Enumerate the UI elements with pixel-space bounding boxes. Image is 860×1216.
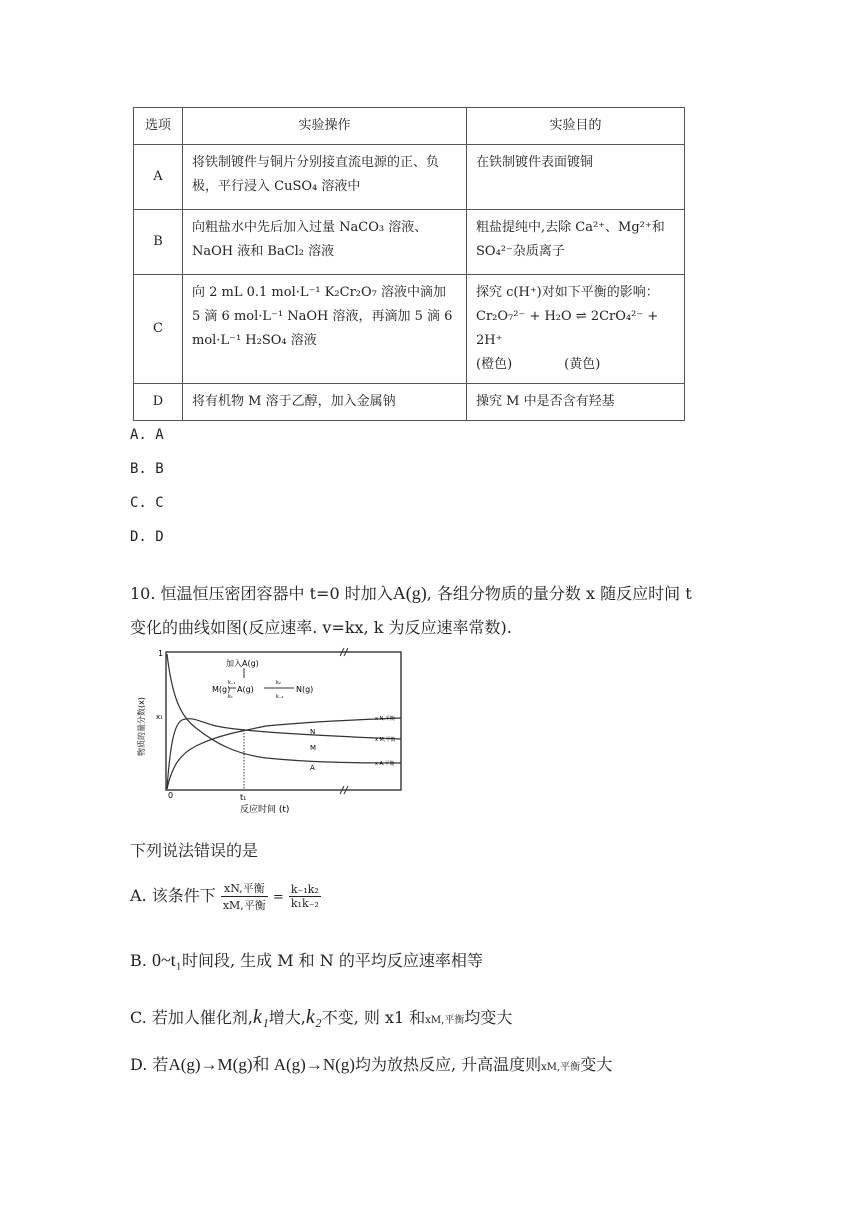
row-operation: 将有机物 M 溶于乙醇，加入金属钠 (183, 384, 467, 421)
option-c-text: 增大, (268, 1008, 306, 1027)
x-m-symbol: xM,平衡 (541, 1062, 581, 1073)
k-minus2: k₋₂ (276, 694, 284, 700)
annotation: 加入A(g) (226, 659, 259, 668)
origin-label: 0 (168, 791, 174, 800)
choice-a: A. A (130, 427, 164, 443)
y-top-label: 1 (158, 649, 164, 658)
stem-text: , 各组分物质的量分数 x 随反应时间 t (426, 584, 692, 603)
stem-species: A(g) (392, 583, 427, 603)
row-operation: 向粗盐水中先后加入过量 NaCO₃ 溶液、NaOH 液和 BaCl₂ 溶液 (183, 210, 467, 275)
x-m-eq-label: x M,平衡 (375, 737, 396, 743)
row-option: B (134, 210, 183, 275)
option-b-prefix: B. (130, 951, 152, 970)
option-a (130, 880, 321, 913)
curve-m-label: M (310, 744, 317, 752)
table-row (134, 145, 685, 210)
option-c-text: 不变, 则 x1 和 (321, 1008, 426, 1027)
x-axis-label: 反应时间 (t) (240, 805, 290, 815)
curve-m (167, 719, 401, 789)
table-header-row (134, 108, 685, 145)
k1: k₁ (228, 694, 233, 700)
option-a-prefix: A. 该条件下 (130, 886, 216, 905)
x1-label: x₁ (156, 713, 163, 721)
option-d-text: 均为放热反应, 升高温度则 (354, 1055, 542, 1074)
header-purpose: 实验目的 (467, 108, 685, 145)
choice-c: C. C (130, 495, 164, 511)
option-b-math: 0~t₁ (151, 950, 182, 970)
k2-symbol: k₂ (305, 1006, 322, 1028)
curve-n (167, 718, 401, 789)
x-n-eq-label: x N,平衡 (375, 716, 395, 722)
option-c-end: 均变大 (464, 1008, 513, 1027)
row-purpose: 操究 M 中是否含有羟基 (467, 384, 685, 421)
header-operation: 实验操作 (183, 108, 467, 145)
row-purpose: 在铁制镀件表面镀铜 (467, 145, 685, 210)
option-d-end: 变大 (580, 1055, 613, 1074)
option-c-prefix: C. 若加人催化剂, (130, 1008, 253, 1027)
option-b-text: 时间段, 生成 M 和 N 的平均反应速率相等 (181, 951, 483, 970)
x-a-eq-label: x A,平衡 (375, 761, 395, 767)
option-c (130, 1005, 512, 1029)
choice-b: B. B (130, 461, 164, 477)
scheme-a: A(g) (237, 685, 254, 694)
mole-fraction-graph (136, 646, 416, 816)
row-operation: 将铁制镀件与铜片分别接直流电源的正、负极，平行浸入 CuSO₄ 溶液中 (183, 145, 467, 210)
question-prompt: 下列说法错误的是 (130, 841, 259, 860)
k2: k₂ (276, 680, 281, 686)
curve-a-label: A (310, 764, 315, 772)
k1-symbol: k₁ (252, 1006, 269, 1028)
option-d-math: A(g)→M(g)和 A(g)→N(g) (168, 1055, 355, 1074)
table-row (134, 210, 685, 275)
fraction-left: $\frac{\text{xN,平衡}}{\text{xM,平衡}}$ (222, 882, 266, 912)
purpose-line: (橙色) (黄色) (476, 357, 601, 372)
x-m-symbol: xM,平衡 (425, 1015, 465, 1026)
choice-d: D. D (130, 529, 164, 545)
y-axis-label: 物质的量分数(x) (137, 697, 146, 756)
option-d (130, 1050, 612, 1075)
curve-a (167, 654, 401, 763)
row-purpose: 粗盐提纯中,去除 Ca²⁺、Mg²⁺和 SO₄²⁻杂质离子 (467, 210, 685, 275)
question-10-stem (130, 576, 730, 645)
row-option: C (134, 275, 183, 384)
row-option: D (134, 384, 183, 421)
scheme-m: M(g) (212, 685, 231, 694)
row-purpose (467, 275, 685, 384)
scheme-n: N(g) (296, 685, 314, 694)
table-row (134, 275, 685, 384)
table-row (134, 384, 685, 421)
purpose-equation: Cr₂O₇²⁻ + H₂O ⇌ 2CrO₄²⁻ + 2H⁺ (476, 309, 659, 348)
stem-line-1 (130, 576, 730, 611)
stem-text: 10. 恒温恒压密团容器中 t=0 时加入 (130, 584, 393, 603)
header-option: 选项 (134, 108, 183, 145)
t1-label: t₁ (240, 793, 247, 802)
option-b (130, 948, 483, 971)
purpose-line: 探究 c(H⁺)对如下平衡的影响： (476, 285, 659, 300)
k-minus1: k₋₁ (228, 680, 236, 686)
row-option: A (134, 145, 183, 210)
curve-n-label: N (310, 728, 316, 736)
row-operation: 向 2 mL 0.1 mol·L⁻¹ K₂Cr₂O₇ 溶液中滴加 5 滴 6 mol·L⁻¹ NaOH 溶液，再滴加 5 滴 6 mol·L⁻¹ H₂SO₄ 溶液 (183, 275, 467, 384)
fraction-right: $\frac{\text{k₋₁k₂}}{\text{k₁k₋₂}}$ (290, 883, 319, 910)
stem-line-2: 变化的曲线如图(反应速率. v=kx, k 为反应速率常数). (130, 618, 512, 637)
equals-sign: = (272, 890, 284, 905)
experiment-table (133, 107, 685, 421)
option-d-prefix: D. 若 (130, 1055, 169, 1074)
